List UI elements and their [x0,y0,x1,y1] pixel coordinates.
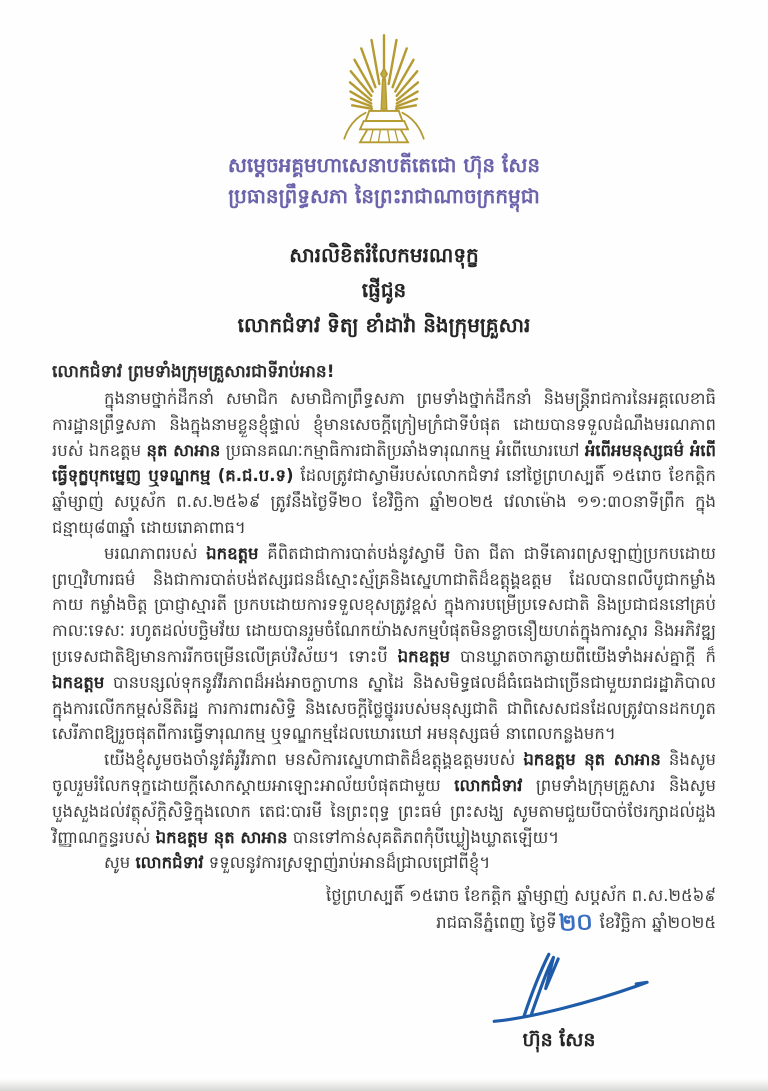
letterhead-text [0,150,768,212]
letterhead [0,0,768,150]
letterhead-line-honorific: សម្តេចអគ្គមហាសេនាបតីតេជោ ហ៊ុន សែន [227,153,541,177]
letterhead-line-position: ប្រធានព្រឹទ្ធសភា នៃព្រះរាជាណាចក្រកម្ពុជា [228,184,540,208]
dateline [52,882,716,937]
closing-line: សូម លោកជំទាវ ទទួលនូវការស្រឡាញ់រាប់អានដ៏ជ្រាលជ្រៅពីខ្ញុំ។ [104,853,491,873]
dateline-gregorian [52,909,716,937]
title-line-sent-to: ផ្ញើជូន [361,278,407,302]
dateline-lunar: ថ្ងៃព្រហស្បតិ៍ ១៥រោច ខែកត្តិក ឆ្នាំម្សាញ់ សប្តស័ក ព.ស.២៥៦៩ [326,886,716,906]
document-title [0,238,768,343]
letter-body [0,361,768,937]
signatory-name: ហ៊ុន សែន [522,1029,596,1051]
dateline-suffix: ខែវិច្ឆិកា ឆ្នាំ២០២៥ [594,913,716,933]
royal-rays-emblem-icon [322,26,446,146]
body-paragraph-2: មរណភាពរបស់ ឯកឧត្តម គឺពិតជាជាការបាត់បង់នូវស្វាមី បិតា ជីតា ជាទីគោរពស្រឡាញ់ប្រកបដោយព្រហ្មវិហារធម៌ និងជាការបាត់បង់ឥស្សរជនដ៏ស្មោះស្ម័គ្រនិងស្នេហាជាតិដ៏ឧត្តុង្គឧត្តម ដែលបានពលីបូជាកម្លាំងកាយ កម្លាំងចិត្ត ប្រាជ្ញាស្មារតី ប្រកបដោយការទទួលខុសត្រូវខ្ពស់ ក្នុងការបម្រើប្រទេសជាតិ និងប្រជាជននៅគ្រប់កាលៈទេសៈ រហូតដល់បច្ឆិមវ័យ ដោយបានរួមចំណែកយ៉ាងសកម្មបំផុតមិនខ្លាចនឿយហត់ក្នុងការស្តារ និងអភិវឌ្ឍប្រទេសជាតិឱ្យមានការរីកចម្រើនលើគ្រប់វិស័យ។ ទោះបី ឯកឧត្តម បានឃ្លាតចាកឆ្ងាយពីយើងទាំងអស់គ្នាក្តី ក៏ ឯកឧត្តម បានបន្សល់ទុកនូវវីរភាពដ៏អង់អាចក្លាហាន ស្នាដៃ និងសមិទ្ធផលដ៏ធំធេងជាច្រើនជាមួយរាជរដ្ឋាភិបាល ក្នុងការលើកកម្ពស់នីតិរដ្ឋ ការការពារសិទ្ធិ និងសេចក្តីថ្លៃថ្នូររបស់មនុស្សជាតិ ជាពិសេសជនដែលត្រូវបានដកហូតសេរីភាពឱ្យរួចផុតពីការធ្វើទារុណកម្ម ឬទណ្ឌកម្មដែលឃោរឃៅ អមនុស្សធម៌ នាពេលកន្លងមក។ [52,543,717,744]
dateline-place-prefix: រាជធានីភ្នំពេញ ថ្ងៃទី [436,913,557,933]
title-line-message-type: សារលិខិតរំលែកមរណទុក្ខ [289,243,479,267]
body-paragraph-1: ក្នុងនាមថ្នាក់ដឹកនាំ សមាជិក សមាជិកាព្រឹទ្ធសភា ព្រមទាំងថ្នាក់ដឹកនាំ និងមន្ត្រីរាជការនៃអគ្គលេខាធិការដ្ឋានព្រឹទ្ធសភា និងក្នុងនាមខ្លួនខ្ញុំផ្ទាល់ ខ្ញុំមានសេចក្តីក្រៀមក្រំជាទីបំផុត ដោយបានទទួលដំណឹងមរណភាពរបស់ ឯកឧត្តម នុត សាអាន ប្រធានគណៈកម្មាធិការជាតិប្រឆាំងទារុណកម្ម អំពើឃោរឃៅ អំពើអមនុស្សធម៌ អំពើធ្វើទុក្ខបុកម្នេញ ឬទណ្ឌកម្ម (គ.ជ.ប.ទ) ដែលត្រូវជាស្វាមីរបស់លោកជំទាវ នៅថ្ងៃព្រហស្បតិ៍ ១៥រោច ខែកត្តិក ឆ្នាំម្សាញ់ សប្តស័ក ព.ស.២៥៦៩ ត្រូវនឹងថ្ងៃទី២០ ខែវិច្ឆិកា ឆ្នាំ២០២៥ វេលាម៉ោង ១១:៣០នាទីព្រឹក ក្នុងជន្មាយុ៨៣ឆ្នាំ ដោយរោគាពាធ។ [52,389,717,537]
body-paragraph-3: យើងខ្ញុំសូមចងចាំនូវគំរូវីរភាព មនសិការស្នេហាជាតិដ៏ឧត្តុង្គឧត្តមរបស់ ឯកឧត្តម នុត សាអាន និងសូមចូលរួមរំលែកទុក្ខដោយក្តីសោកស្តាយអាឡោះអាល័យបំផុតជាមួយ លោកជំទាវ ព្រមទាំងក្រុមគ្រួសារ និងសូមបួងសួងដល់វត្ថុស័ក្តិសិទ្ធិក្នុងលោក តេជៈបារមី នៃព្រះពុទ្ធ ព្រះធម៌ ព្រះសង្ឃ សូមតាមជួយបីបាច់ថែរក្សាដល់ដួងវិញ្ញាណក្ខន្ធរបស់ ឯកឧត្តម នុត សាអាន បានទៅកាន់សុគតិភពកុំបីឃ្លៀងឃ្លាតឡើយ។ [52,750,716,847]
title-line-recipient: លោកជំទាវ ទិត្យ ខាំដាវ៉ា និងក្រុមគ្រួសារ [237,313,531,337]
handwritten-day: ២០ [557,909,593,938]
signature-block [448,948,698,1056]
hun-sen-signature-icon [458,948,688,1026]
salutation-line: លោកជំទាវ ព្រមទាំងក្រុមគ្រួសារជាទីរាប់អាន! [52,362,335,382]
